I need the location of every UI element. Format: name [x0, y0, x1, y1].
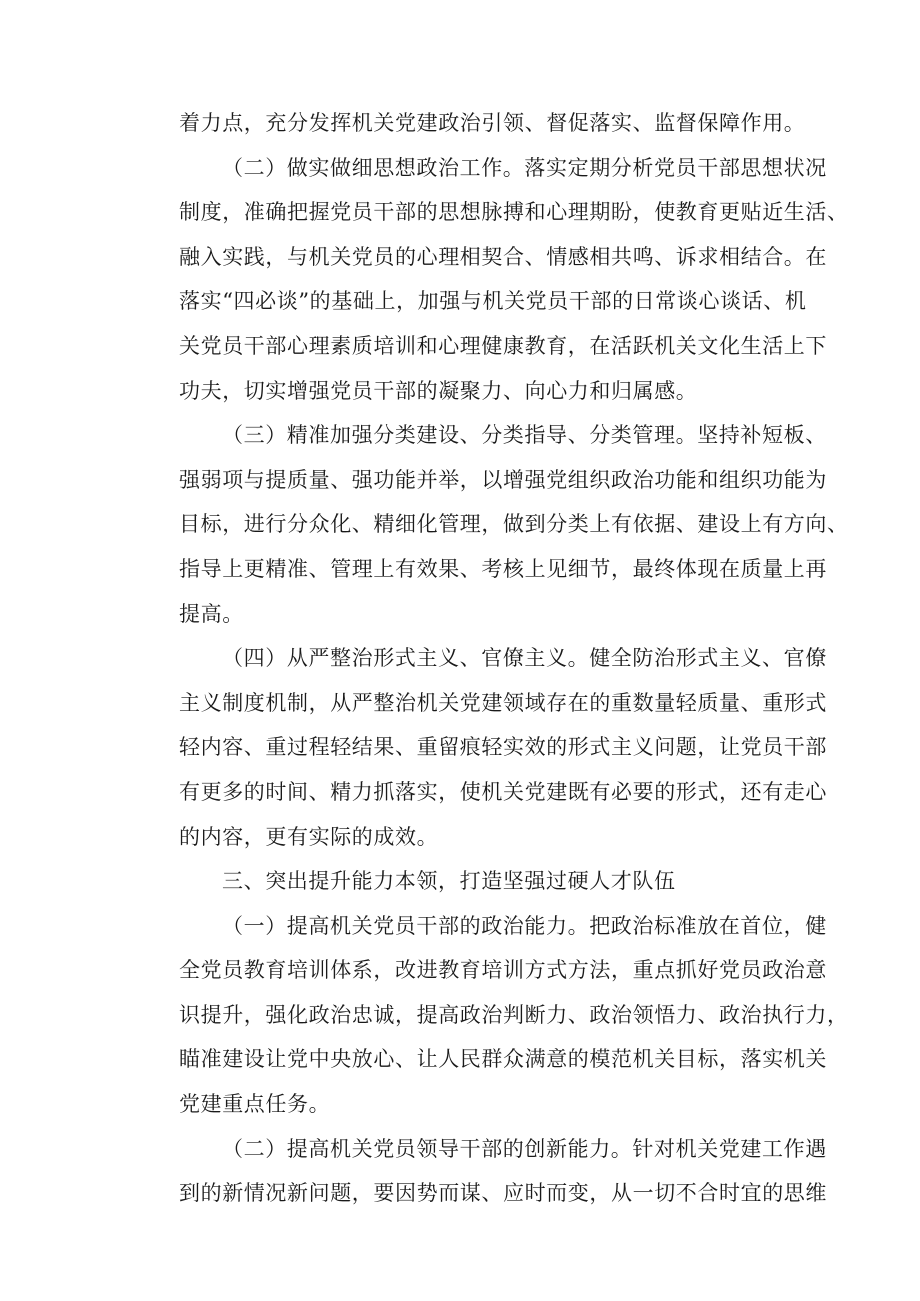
text-line: 目标，进行分众化、精细化管理，做到分类上有依据、建设上有方向、 — [179, 512, 849, 537]
text-line: 全党员教育培训体系，改进教育培训方式方法，重点抓好党员政治意 — [179, 958, 827, 983]
text-line: （三）精准加强分类建设、分类指导、分类管理。坚持补短板、 — [222, 423, 827, 448]
heading-text: 三、突出提升能力本领，打造坚强过硬人才队伍 — [222, 869, 676, 894]
text-line: 指导上更精准、管理上有效果、考核上见细节，最终体现在质量上再 — [179, 556, 827, 581]
paragraph-formalism — [136, 636, 827, 859]
text-line: 到的新情况新问题，要因势而谋、应时而变，从一切不合时宜的思维 — [179, 1181, 827, 1206]
paragraph-political-ability — [136, 904, 849, 1127]
text-line: 识提升，强化政治忠诚，提高政治判断力、政治领悟力、政治执行力， — [179, 1002, 849, 1027]
text-line: （二）做实做细思想政治工作。落实定期分析党员干部思想状况 — [222, 155, 827, 180]
text-line: 轻内容、重过程轻结果、重留痕轻实效的形式主义问题，让党员干部 — [179, 735, 827, 760]
text-line: 关党员干部心理素质培训和心理健康教育，在活跃机关文化生活上下 — [179, 333, 827, 358]
paragraph-classified-building — [136, 413, 849, 636]
text-line: 提高。 — [179, 601, 244, 626]
text-line: 制度，准确把握党员干部的思想脉搏和心理期盼，使教育更贴近生活、 — [179, 200, 849, 225]
text-line: 融入实践，与机关党员的心理相契合、情感相共鸣、诉求相结合。在 — [179, 244, 827, 269]
paragraph-continuation — [136, 101, 806, 146]
paragraph-ideological-work — [136, 146, 849, 414]
text-line: 主义制度机制，从严整治机关党建领域存在的重数量轻质量、重形式 — [179, 690, 827, 715]
text-line: （二）提高机关党员领导干部的创新能力。针对机关党建工作遇 — [222, 1136, 827, 1161]
text-line: 强弱项与提质量、强功能并举，以增强党组织政治功能和组织功能为 — [179, 467, 827, 492]
text-line: 功夫，切实增强党员干部的凝聚力、向心力和归属感。 — [179, 378, 698, 403]
text-line: （一）提高机关党员干部的政治能力。把政治标准放在首位，健 — [222, 913, 827, 938]
text-line: （四）从严整治形式主义、官僚主义。健全防治形式主义、官僚 — [222, 646, 827, 671]
text-line: 的内容，更有实际的成效。 — [179, 824, 439, 849]
text-line: 着力点，充分发挥机关党建政治引领、督促落实、监督保障作用。 — [179, 111, 806, 135]
section-heading — [136, 859, 786, 904]
document-page — [136, 101, 849, 1216]
text-line: 瞄准建设让党中央放心、让人民群众满意的模范机关目标，落实机关 — [179, 1047, 827, 1072]
text-line: 落实“四必谈”的基础上，加强与机关党员干部的日常谈心谈话、机 — [179, 289, 807, 314]
paragraph-innovation-ability — [136, 1127, 827, 1216]
text-line: 党建重点任务。 — [179, 1092, 331, 1117]
text-line: 有更多的时间、精力抓落实，使机关党建既有必要的形式，还有走心 — [179, 779, 827, 804]
